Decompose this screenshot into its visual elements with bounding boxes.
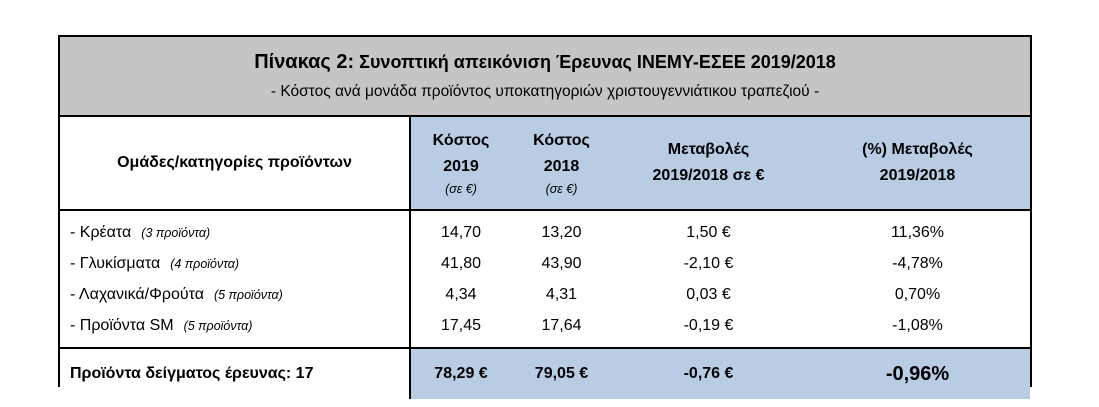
row-cost-2019: 41,80 [440, 254, 482, 272]
row-cost-2019: 4,34 [445, 285, 477, 303]
table-header-row [60, 117, 1030, 210]
total-cost-2018: 79,05 € [511, 348, 612, 399]
header-cost-2018-year: 2018 [543, 158, 580, 175]
header-pct-line2: 2019/2018 [879, 167, 956, 184]
header-change [612, 117, 805, 210]
table-row [60, 310, 1030, 348]
row-pct: -1,08% [892, 316, 943, 334]
header-change-line2: 2019/2018 σε € [652, 167, 765, 184]
total-cost-2019: 78,29 € [410, 348, 511, 399]
table-title-text: Συνοπτική απεικόνιση Έρευνας ΙΝΕΜΥ-ΕΣΕΕ 2019/2018 [359, 52, 836, 72]
header-cost-2019-year: 2019 [443, 158, 479, 175]
row-pct: -4,78% [892, 254, 943, 272]
row-cost-2018: 13,20 [541, 223, 582, 241]
header-cost-2018 [511, 117, 612, 210]
summary-table [60, 117, 1030, 399]
row-category-label: - Γλυκίσματα [70, 254, 161, 272]
row-category [60, 210, 410, 248]
table-title-bar [60, 37, 1030, 117]
row-cost-2018: 43,90 [541, 254, 582, 272]
table-title [60, 51, 1030, 73]
row-change: 1,50 € [686, 223, 731, 241]
summary-table-container [58, 35, 1032, 387]
row-pct: 11,36% [890, 223, 945, 241]
header-cost-2019 [410, 117, 511, 210]
table-row [60, 210, 1030, 248]
header-cost-2019-unit: (σε €) [445, 182, 477, 196]
row-cost-2019: 17,45 [440, 316, 482, 334]
table-subtitle: - Κόστος ανά μονάδα προϊόντος υποκατηγοριών χριστουγεννιάτικου τραπεζιού - [270, 83, 820, 100]
table-row [60, 248, 1030, 279]
row-category-note: (5 προϊόντα) [183, 318, 253, 333]
row-change: 0,03 € [686, 285, 731, 303]
row-cost-2019: 14,70 [440, 223, 482, 241]
row-cost-2018: 17,64 [541, 316, 582, 334]
table-row [60, 279, 1030, 310]
row-category [60, 279, 410, 310]
row-change: -2,10 € [683, 254, 734, 272]
row-category-note: (3 προϊόντα) [141, 225, 211, 240]
row-category-label: - Προϊόντα SM [70, 316, 174, 334]
row-category-note: (5 προϊόντα) [213, 287, 283, 302]
header-pct-change [805, 117, 1030, 210]
row-category [60, 310, 410, 348]
row-category-note: (4 προϊόντα) [170, 256, 240, 271]
header-change-line1: Μεταβολές [667, 141, 750, 158]
total-change: -0,76 € [612, 348, 805, 399]
header-cost-2018-word: Κόστος [533, 132, 590, 149]
total-label: Προϊόντα δείγματος έρευνας: 17 [60, 348, 410, 399]
row-pct: 0,70% [894, 285, 941, 303]
header-cost-2018-unit: (σε €) [545, 182, 578, 196]
row-change: -0,19 € [683, 316, 734, 334]
row-cost-2018: 4,31 [545, 285, 578, 303]
table-title-label: Πίνακας 2: [254, 51, 355, 73]
total-pct: -0,96% [805, 348, 1030, 399]
row-category [60, 248, 410, 279]
header-pct-line1: (%) Μεταβολές [862, 141, 973, 158]
table-total-row [60, 348, 1030, 399]
row-category-label: - Κρέατα [70, 223, 132, 241]
row-category-label: - Λαχανικά/Φρούτα [70, 285, 204, 303]
header-category: Ομάδες/κατηγορίες προϊόντων [60, 117, 410, 210]
header-cost-2019-word: Κόστος [432, 132, 490, 149]
